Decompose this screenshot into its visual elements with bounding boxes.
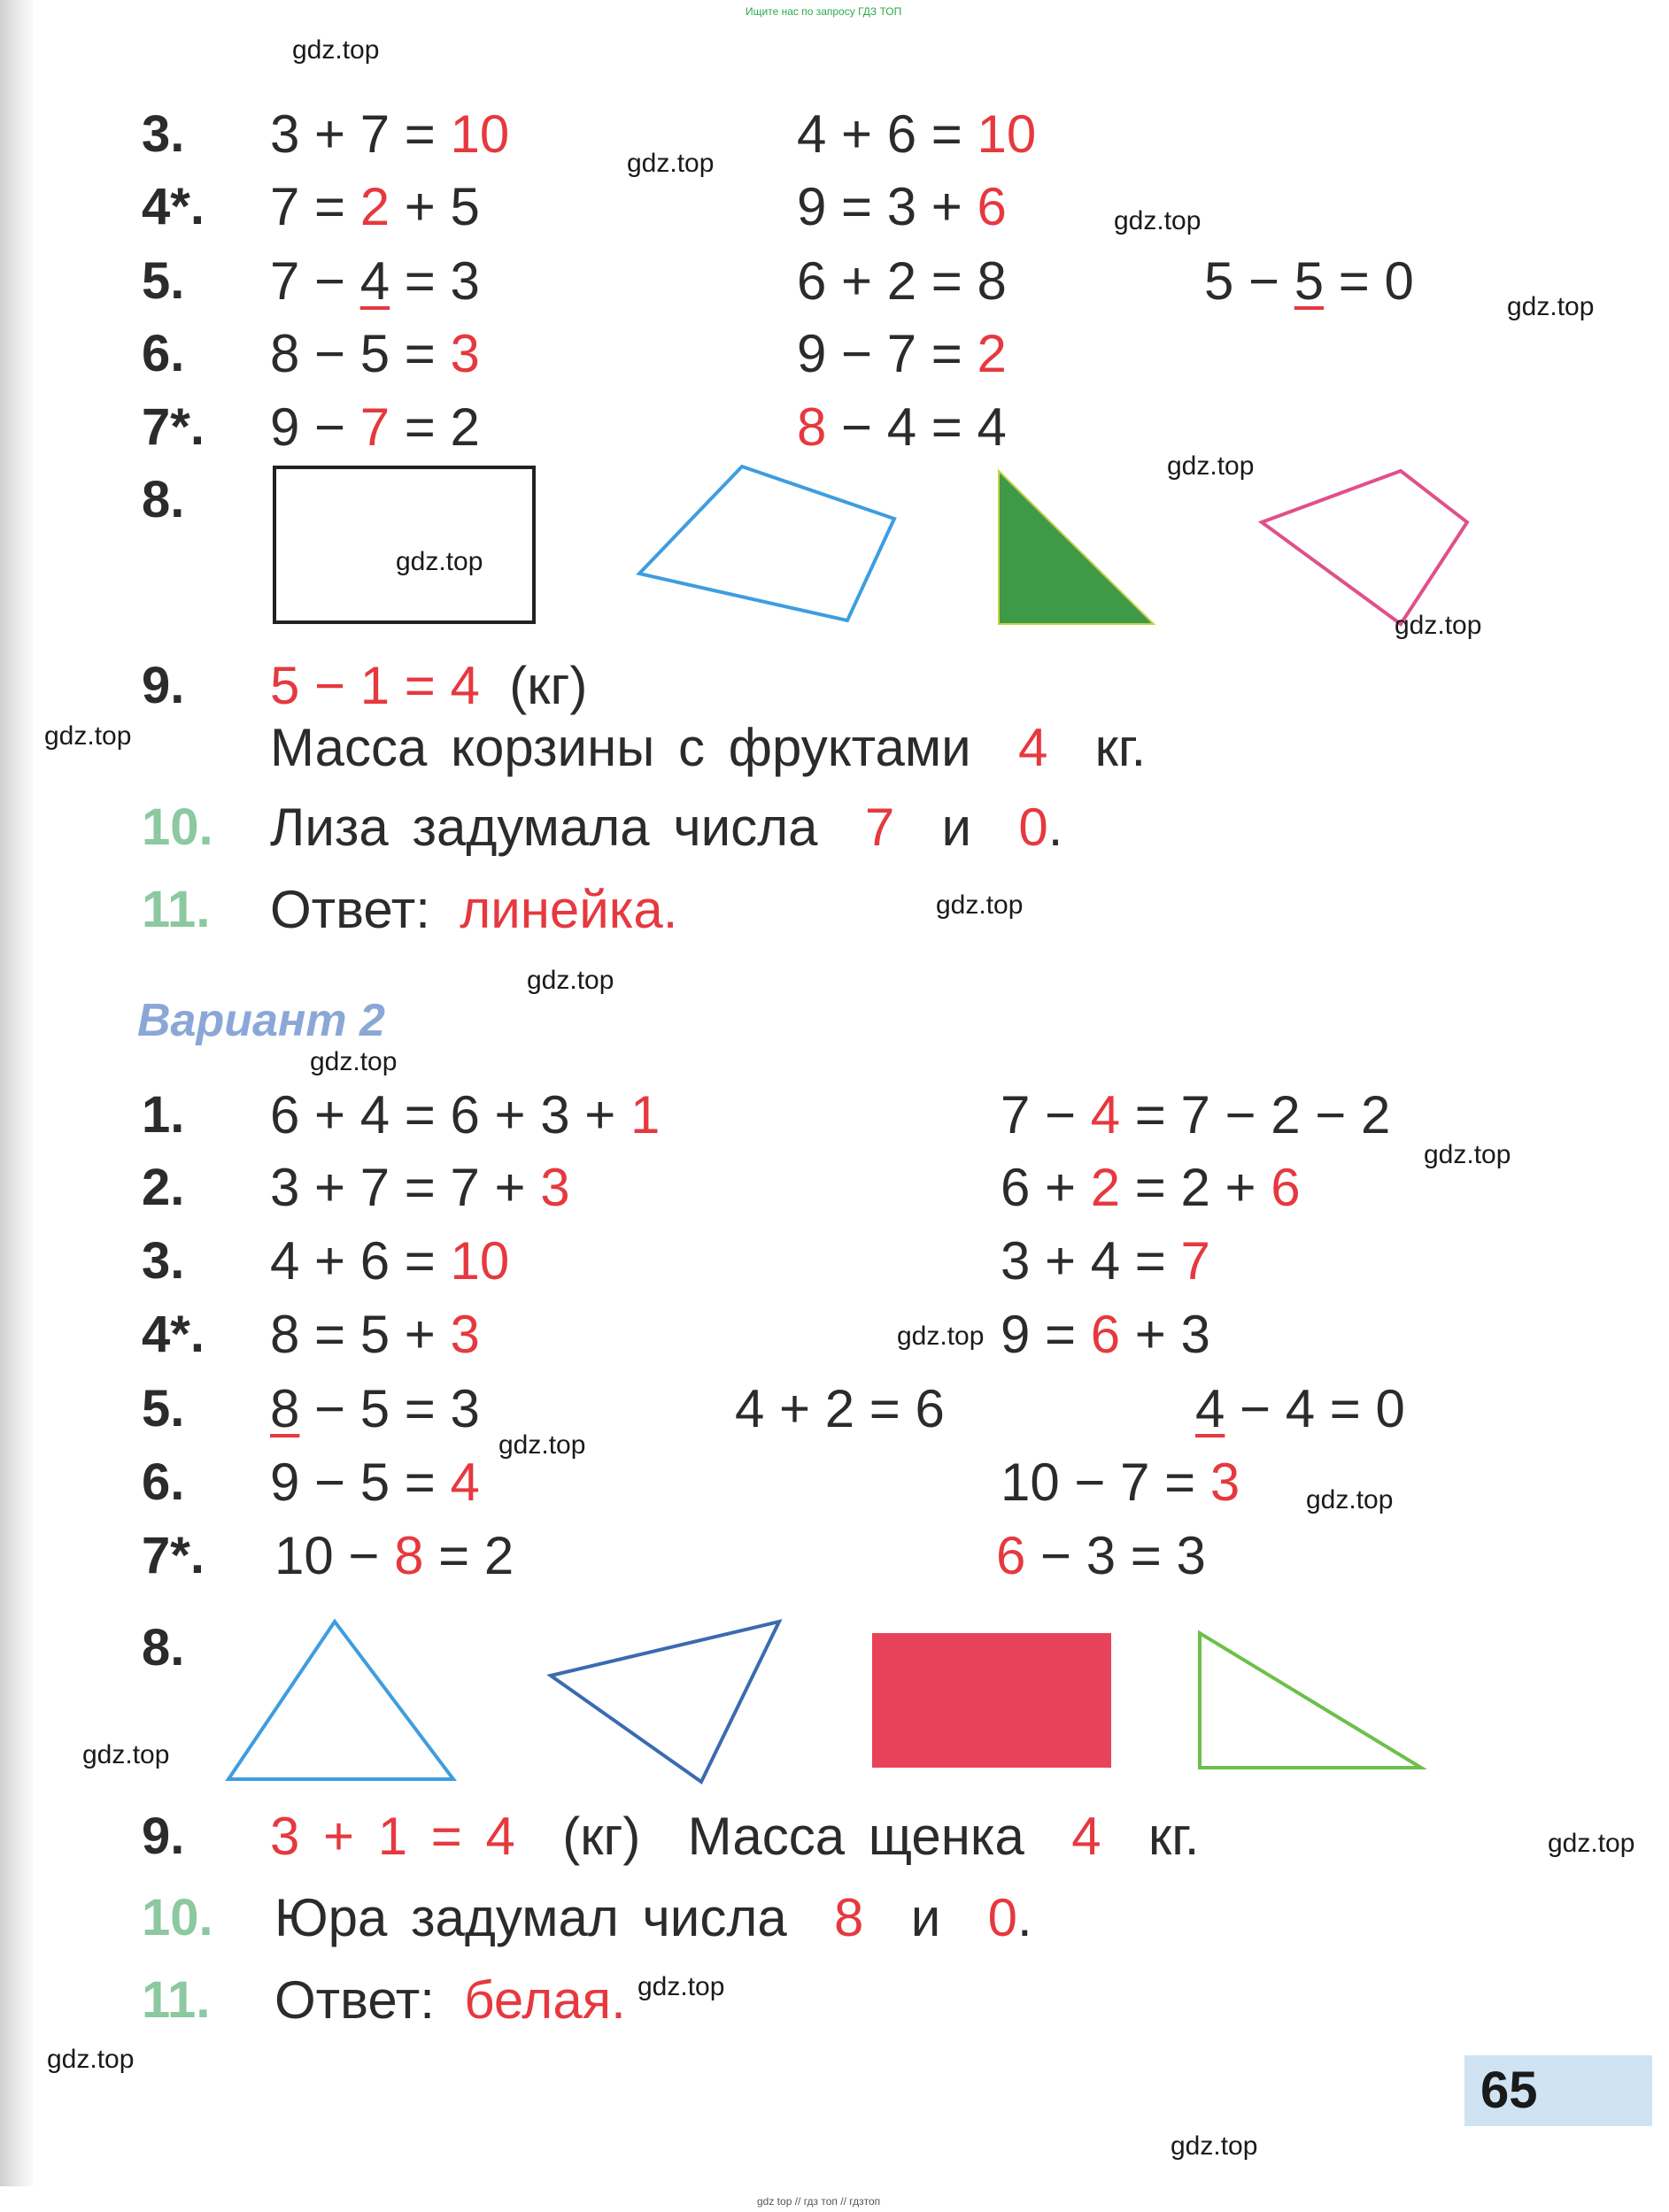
task-number: 7*. (142, 1527, 205, 1584)
task-number: 3. (142, 105, 185, 163)
obtuse-triangle-shape (551, 1622, 779, 1782)
red-rectangle-shape (872, 1633, 1111, 1768)
equation: 5 − 5 = 0 (1204, 251, 1414, 311)
rectangle-shape (274, 467, 534, 622)
equation: 10 − 8 = 2 (274, 1526, 514, 1585)
task-number: 10. (142, 1889, 213, 1946)
watermark: gdz.top (1548, 1829, 1635, 1858)
watermark: gdz.top (310, 1047, 398, 1076)
task-number: 6. (142, 325, 185, 382)
task-number: 2. (142, 1159, 185, 1216)
triangle-shape (228, 1622, 453, 1779)
footer-note: gdz top // гдз топ // гдзтоп (757, 2195, 881, 2208)
equation: 7 − 4 = 3 (270, 251, 480, 311)
equation: 9 − 7 = 2 (270, 397, 480, 457)
watermark: gdz.top (1171, 2131, 1258, 2161)
equation: 3 + 4 = 7 (1001, 1231, 1210, 1291)
watermark: gdz.top (1395, 611, 1482, 640)
task-number: 7*. (142, 398, 205, 456)
task-number: 9. (142, 1807, 185, 1865)
equation: 6 + 4 = 6 + 3 + 1 (270, 1085, 661, 1145)
task-number: 5. (142, 252, 185, 310)
equation: 3 + 7 = 10 (270, 104, 510, 164)
watermark: gdz.top (1424, 1140, 1511, 1169)
equation: 10 − 7 = 3 (1001, 1453, 1240, 1512)
answer-sentence: Масса корзины с фруктами 4 кг. (270, 718, 1147, 777)
watermark: gdz.top (527, 966, 614, 995)
task-number: 3. (142, 1232, 185, 1290)
equation: 8 − 5 = 3 (270, 324, 480, 383)
answer-sentence: Ответ: белая. (274, 1970, 626, 2030)
equation: 9 = 6 + 3 (1001, 1305, 1210, 1364)
kite-shape (1262, 471, 1467, 624)
equation: 9 − 7 = 2 (797, 324, 1007, 383)
task-number: 11. (142, 1971, 211, 2029)
task-number: 4*. (142, 178, 205, 235)
watermark: gdz.top (1114, 206, 1202, 235)
green-triangle-shape (1200, 1633, 1421, 1768)
watermark: gdz.top (1306, 1485, 1394, 1514)
watermark: gdz.top (82, 1740, 170, 1769)
right-triangle-shape (999, 471, 1154, 624)
task-number: 8. (142, 1619, 185, 1676)
answer-sentence: Лиза задумала числа 7 и 0. (270, 798, 1063, 857)
task-number: 10. (142, 798, 213, 856)
equation: 4 + 6 = 10 (797, 104, 1037, 164)
equation: 4 + 6 = 10 (270, 1231, 510, 1291)
quadrilateral-shape (639, 466, 894, 620)
equation: 3 + 7 = 7 + 3 (270, 1158, 570, 1217)
watermark: gdz.top (897, 1322, 985, 1351)
watermark: gdz.top (498, 1430, 586, 1460)
equation: 6 − 3 = 3 (996, 1526, 1206, 1585)
task-number: 4*. (142, 1306, 205, 1363)
equation: 9 − 5 = 4 (270, 1453, 480, 1512)
equation: 4 + 2 = 6 (735, 1379, 945, 1438)
task-number: 9. (142, 657, 185, 714)
page-number: 65 (1464, 2055, 1652, 2126)
equation: 7 = 2 + 5 (270, 177, 480, 236)
watermark: gdz.top (396, 547, 483, 576)
equation: 8 − 5 = 3 (270, 1379, 480, 1438)
answer-sentence: Ответ: линейка. (270, 880, 678, 939)
header-note: Ищите нас по запросу ГДЗ ТОП (746, 5, 902, 18)
watermark: gdz.top (1167, 451, 1255, 481)
equation: 4 − 4 = 0 (1195, 1379, 1405, 1438)
task-number: 6. (142, 1453, 185, 1511)
equation: 8 = 5 + 3 (270, 1305, 480, 1364)
watermark: gdz.top (627, 149, 715, 178)
watermark: gdz.top (292, 35, 380, 65)
watermark: gdz.top (44, 721, 132, 751)
task-number: 8. (142, 471, 185, 528)
equation: 5 − 1 = 4 (кг) (270, 656, 588, 715)
watermark: gdz.top (637, 1972, 725, 2001)
watermark: gdz.top (47, 2045, 135, 2074)
equation: 9 = 3 + 6 (797, 177, 1007, 236)
watermark: gdz.top (1507, 292, 1595, 321)
task-number: 1. (142, 1086, 185, 1144)
variant-title: Вариант 2 (137, 995, 385, 1046)
equation: 7 − 4 = 7 − 2 − 2 (1001, 1085, 1391, 1145)
watermark: gdz.top (936, 890, 1024, 920)
answer-sentence: 3 + 1 = 4 (кг) Масса щенка 4 кг. (270, 1807, 1200, 1866)
equation: 6 + 2 = 2 + 6 (1001, 1158, 1301, 1217)
task-number: 11. (142, 881, 211, 938)
equation: 8 − 4 = 4 (797, 397, 1007, 457)
answer-sentence: Юра задумал числа 8 и 0. (274, 1888, 1032, 1947)
task-number: 5. (142, 1380, 185, 1437)
equation: 6 + 2 = 8 (797, 251, 1007, 311)
